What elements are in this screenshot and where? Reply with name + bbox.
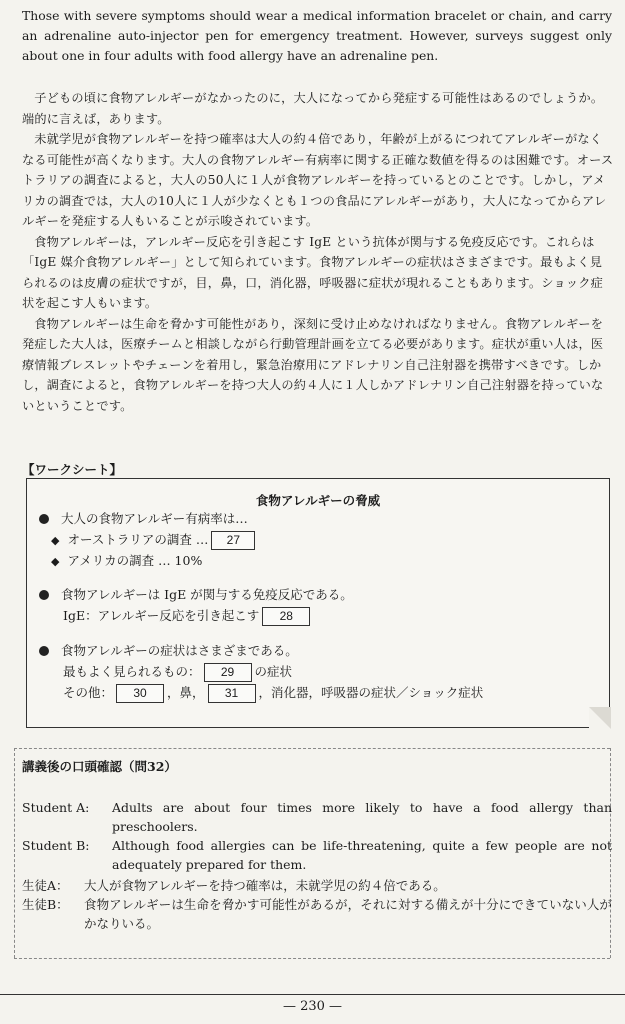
ige-def-label: IgE：アレルギー反応を引き起こす [63, 608, 260, 623]
others-label: その他： [63, 685, 114, 700]
others-sep: ，鼻， [167, 685, 205, 700]
speaker-label: 生徒A： [22, 878, 69, 893]
english-dialogue [22, 798, 612, 874]
answer-blank-31[interactable]: 31 [208, 684, 256, 703]
bullet-icon [39, 590, 49, 600]
dialogue-text: Although food allergies can be life-threatening, quite a few people are not adequately prepared for them. [112, 838, 612, 872]
answer-blank-30[interactable]: 30 [116, 684, 164, 703]
speaker-label: Student A: [22, 800, 90, 815]
dialogue-text: Adults are about four times more likely to have a food allergy than preschoolers. [112, 800, 612, 834]
us-row [51, 551, 202, 572]
most-common-row [63, 662, 292, 682]
others-row [63, 683, 483, 703]
answer-blank-29[interactable]: 29 [204, 663, 252, 682]
bullet-icon [39, 646, 49, 656]
japanese-dialogue [22, 876, 612, 933]
dashed-border-left [14, 748, 15, 958]
dialogue-text: 食物アレルギーは生命を脅かす可能性があるが，それに対する備えが十分にできていない人がかなりいる。 [84, 897, 612, 931]
ige-def-row [63, 606, 313, 626]
speaker-label: Student B: [22, 838, 90, 853]
prevalence-label: 大人の食物アレルギー有病率は… [61, 511, 248, 526]
most-common-suffix: の症状 [254, 664, 293, 679]
page-number: — 230 — [282, 999, 343, 1014]
japanese-translation [22, 88, 614, 416]
symptoms-line: 食物アレルギーの症状はさまざまである。 [61, 643, 298, 658]
dialogue-line [22, 876, 612, 895]
us-label: アメリカの調査 … 10% [67, 553, 203, 568]
ja-paragraph-2: 未就学児が食物アレルギーを持つ確率は大人の約４倍であり，年齢が上がるにつれてアレルギーがなくなる可能性が高くなります。大人の食物アレルギー有病率に関する正確な数値を得るのは困難です。オーストラリアの調査によると，大人の50人に１人が食物アレルギーを持っているとのことです。しかし，アメリカの調査では，大人の10人に１人が少なくとも１つの食品にアレルギーがあり，大人になってからアレルギーを発症する人もいることが示唆されています。 [22, 132, 614, 228]
ja-paragraph-1: 子どもの頃に食物アレルギーがなかったのに，大人になってから発症する可能性はあるのでしょうか。端的に言えば，あります。 [22, 91, 604, 126]
worksheet-title: 食物アレルギーの脅威 [255, 493, 381, 508]
diamond-icon: ◆ [51, 555, 60, 568]
dashed-divider [14, 748, 610, 749]
oral-check-heading: 講義後の口頭確認（問32） [22, 759, 177, 774]
diamond-icon: ◆ [51, 534, 60, 547]
bullet-icon [39, 514, 49, 524]
australia-label: オーストラリアの調査 … [67, 532, 209, 547]
answer-blank-27[interactable]: 27 [211, 531, 255, 550]
worksheet-heading: 【ワークシート】 [22, 462, 123, 477]
answer-blank-28[interactable]: 28 [262, 607, 310, 626]
others-suffix: ，消化器，呼吸器の症状／ショック症状 [258, 685, 484, 700]
ja-paragraph-4: 食物アレルギーは生命を脅かす可能性があり，深刻に受け止めなければなりません。食物アレルギーを発症した大人は，医療チームと相談しながら行動管理計画を立てる必要があります。症状が重い人は，医療情報ブレスレットやチェーンを着用し，緊急治療用にアドレナリン自己注射器を携帯すべきです。しかし，調査によると，食物アレルギーを持つ大人の約４人に１人しかアドレナリン自己注射器を持っていないということです。 [22, 316, 604, 413]
australia-row [51, 530, 258, 551]
symptoms-row [39, 641, 298, 661]
dialogue-text: 大人が食物アレルギーを持つ確率は，未就学児の約４倍である。 [84, 878, 446, 893]
most-common-label: 最もよく見られるもの： [63, 664, 201, 679]
dialogue-line [22, 836, 612, 874]
page-curl-corner [589, 707, 611, 729]
ja-paragraph-3: 食物アレルギーは，アレルギー反応を引き起こす IgE という抗体が関与する免疫反応です。これらは「IgE 媒介食物アレルギー」として知られています。食物アレルギーの症状はさまざまです。最もよく見られるのは皮膚の症状ですが，目，鼻，口，消化器，呼吸器に症状が現れることもあります。ショック症状を起こす人もいます。 [22, 234, 603, 310]
dialogue-line [22, 895, 612, 933]
ige-row [39, 585, 353, 605]
english-intro-paragraph: Those with severe symptoms should wear a medical information bracelet or chain, and carry an adrenaline auto-injector pen for emergency treatment. However, surveys suggest only about one in four adults with food allergy have an adrenaline pen. [22, 8, 612, 63]
worksheet-box [26, 478, 610, 728]
prevalence-row [39, 509, 248, 529]
dialogue-line [22, 798, 612, 836]
speaker-label: 生徒B： [22, 897, 69, 912]
ige-line: 食物アレルギーは IgE が関与する免疫反応である。 [61, 587, 353, 602]
footer-rule [0, 994, 625, 995]
dashed-divider-bottom [14, 958, 610, 959]
